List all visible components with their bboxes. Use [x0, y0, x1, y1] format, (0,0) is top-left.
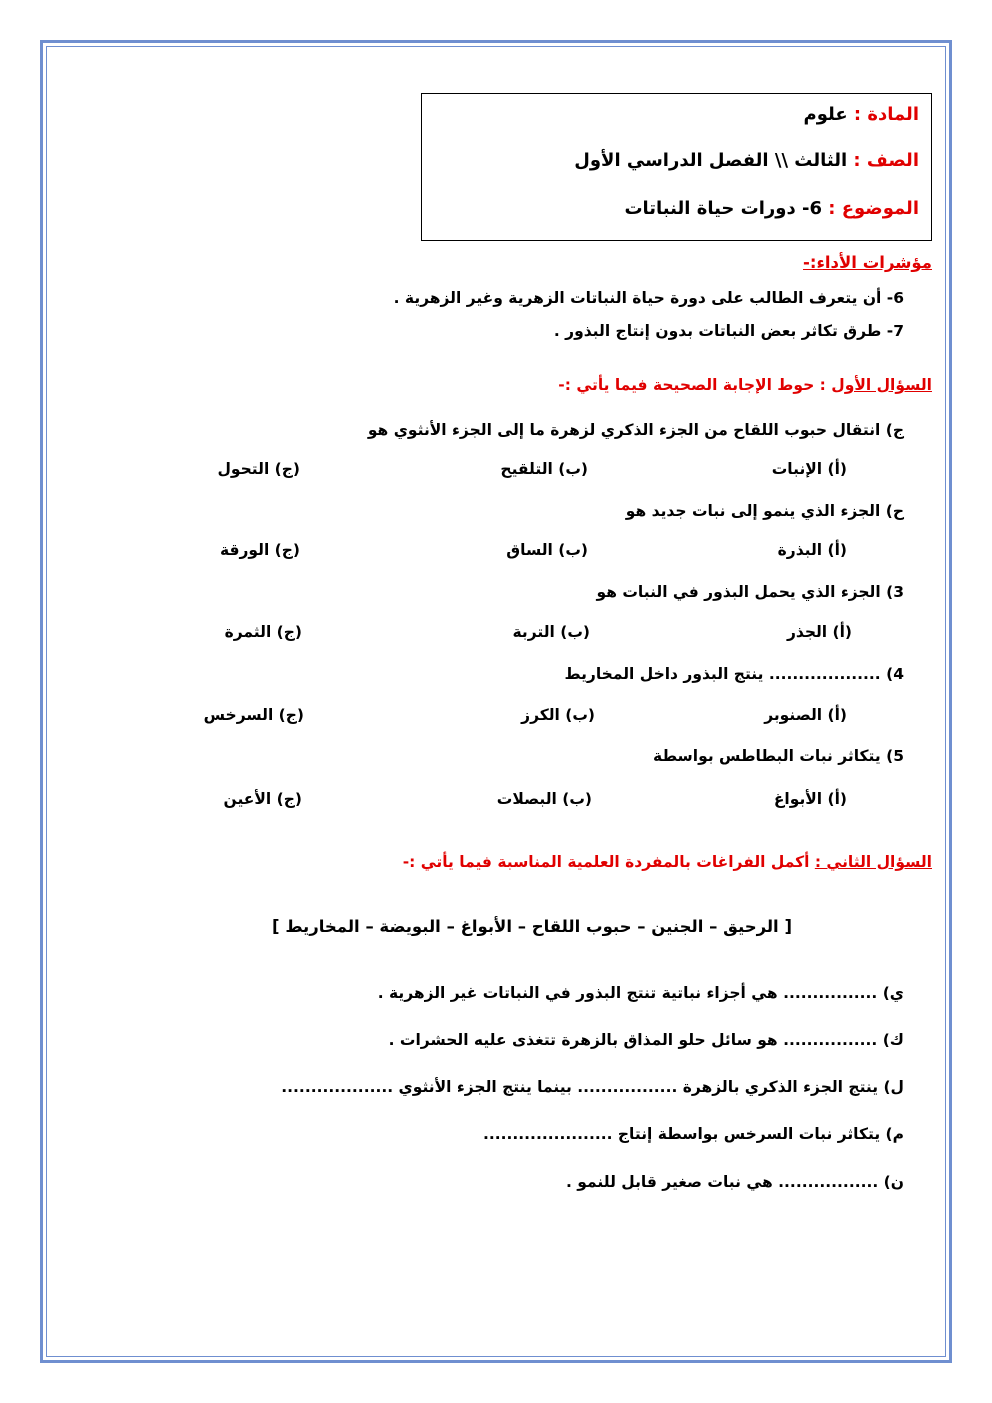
grade-row: [574, 150, 919, 171]
option-c[interactable]: (ج) التحول: [217, 460, 300, 478]
option-c[interactable]: (ج) الورقة: [219, 541, 300, 559]
grade-value: الثالث \\ الفصل الدراسي الأول: [574, 150, 848, 171]
item-number: ن): [883, 1173, 904, 1191]
subject-value: علوم: [803, 104, 848, 125]
item-number: ي): [882, 984, 904, 1002]
subject-row: [804, 104, 920, 125]
question-text: انتقال حبوب اللقاح من الجزء الذكري لزهرة ما إلى الجزء الأنثوي هو: [367, 421, 881, 439]
q1-question-1: [368, 421, 904, 439]
grade-label: الصف :: [853, 150, 919, 171]
option-b[interactable]: (ب) الساق: [506, 541, 588, 559]
q1-instruction: : حوط الإجابة الصحيحة فيما يأتي :-: [558, 376, 832, 394]
word-bank: [ الرحيق – الجنين – حبوب اللقاح – الأبواغ – البويضة – المخاريط ]: [272, 917, 792, 936]
q1-question-2: [626, 502, 904, 520]
page-border-inner: [46, 46, 946, 1357]
indicator-item: 7- طرق تكاثر بعض النباتات بدون إنتاج البذور .: [553, 322, 904, 340]
option-b[interactable]: (ب) الكرز: [521, 706, 595, 724]
question-number: 4): [886, 665, 904, 683]
item-text: يتكاثر نبات السرخس بواسطة إنتاج ......................: [482, 1125, 881, 1143]
q2-item-2: [389, 1031, 904, 1049]
q2-item-4: [483, 1125, 904, 1143]
topic-value: 6- دورات حياة النباتات: [624, 198, 822, 219]
question-number: ح): [885, 502, 904, 520]
option-c[interactable]: (ج) الثمرة: [224, 623, 302, 641]
question-number: 3): [886, 583, 904, 601]
indicator-item: 6- أن يتعرف الطالب على دورة حياة النباتات الزهرية وغير الزهرية .: [393, 289, 904, 307]
question-text: الجزء الذي ينمو إلى نبات جديد هو: [625, 502, 881, 520]
item-text: ................. هي نبات صغير قابل للنمو .: [566, 1173, 879, 1191]
option-a[interactable]: (أ) الجذر: [786, 623, 852, 641]
item-number: ك): [882, 1031, 904, 1049]
q2-item-3: [281, 1078, 904, 1096]
q2-instruction: أكمل الفراغات بالمفردة العلمية المناسبة فيما يأتي :-: [402, 853, 815, 871]
q1-question-3: [596, 583, 904, 601]
option-b[interactable]: (ب) التلقيح: [500, 460, 588, 478]
q1-title: السؤال الأول: [831, 376, 932, 394]
item-number: ل): [883, 1078, 904, 1096]
question-text: يتكاثر نبات البطاطس بواسطة: [653, 747, 881, 765]
q2-heading: [403, 853, 932, 871]
indicators-title: مؤشرات الأداء:-: [803, 253, 932, 272]
question-text: الجزء الذي يحمل البذور في النبات هو: [596, 583, 881, 601]
option-a[interactable]: (أ) الأبواغ: [773, 790, 847, 808]
q1-question-4: [564, 665, 904, 683]
option-c[interactable]: (ج) الأعين: [223, 790, 302, 808]
option-c[interactable]: (ج) السرخس: [203, 706, 304, 724]
question-number: 5): [886, 747, 904, 765]
question-text: ................... ينتج البذور داخل المخاريط: [564, 665, 881, 683]
option-a[interactable]: (أ) الصنوبر: [764, 706, 847, 724]
question-number: ج): [885, 421, 904, 439]
q2-title: السؤال الثاني :: [814, 853, 932, 871]
info-box: [421, 93, 932, 241]
option-a[interactable]: (أ) الإنبات: [771, 460, 847, 478]
q1-question-5: [653, 747, 904, 765]
subject-label: المادة :: [853, 104, 919, 125]
item-text: ................ هي أجزاء نباتية تنتج البذور في النباتات غير الزهرية .: [377, 984, 878, 1002]
option-b[interactable]: (ب) البصلات: [496, 790, 592, 808]
q2-item-1: [378, 984, 904, 1002]
q2-item-5: [566, 1173, 904, 1191]
topic-row: [624, 198, 919, 219]
option-a[interactable]: (أ) البذرة: [777, 541, 847, 559]
q1-heading: [558, 376, 932, 394]
item-text: ينتج الجزء الذكري بالزهرة ................. بينما ينتج الجزء الأنثوي ...................: [281, 1078, 879, 1096]
option-b[interactable]: (ب) التربة: [512, 623, 590, 641]
topic-label: الموضوع :: [828, 198, 919, 219]
item-text: ................ هو سائل حلو المذاق بالزهرة تتغذى عليه الحشرات .: [388, 1031, 878, 1049]
item-number: م): [885, 1125, 904, 1143]
